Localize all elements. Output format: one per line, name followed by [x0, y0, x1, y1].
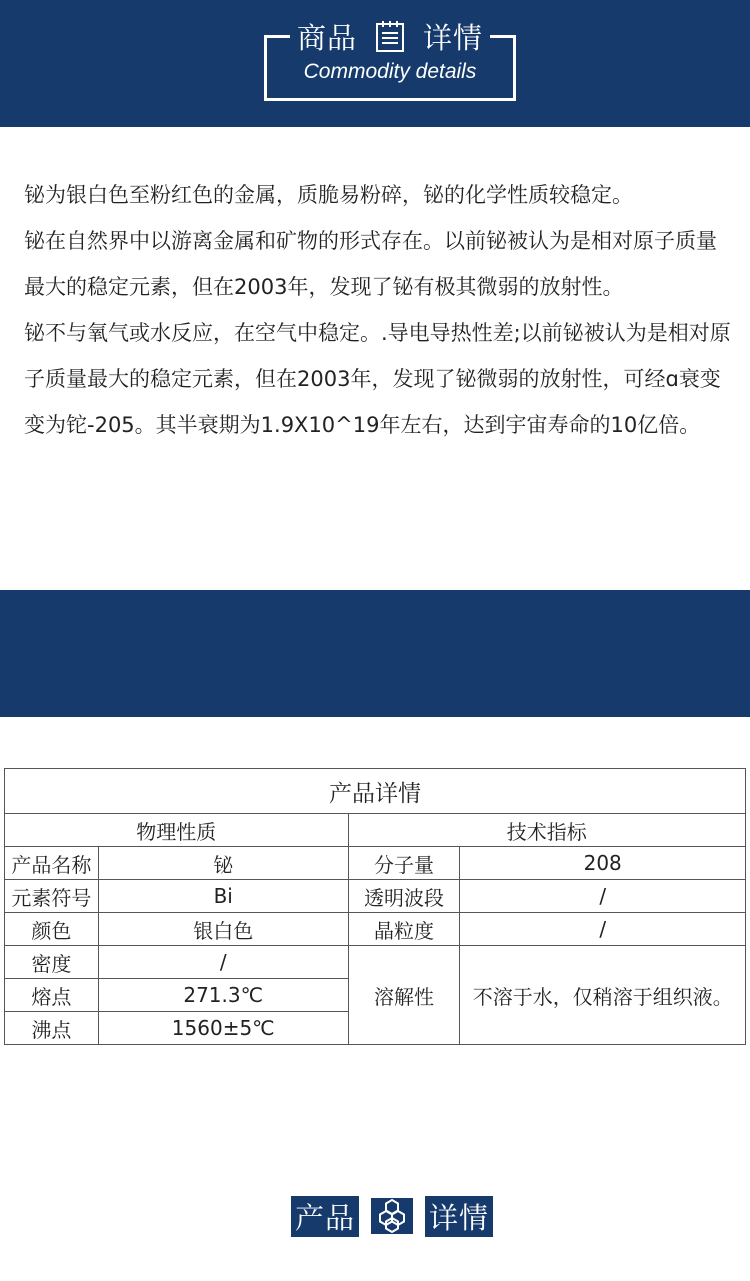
table-row — [5, 913, 746, 946]
solubility-label: 溶解性 — [348, 946, 460, 1045]
property-name: 密度 — [5, 946, 99, 979]
property-name: 产品名称 — [5, 847, 99, 880]
banner-title-right: 详情 — [425, 1196, 493, 1237]
property-value: 1560±5℃ — [98, 1012, 348, 1045]
description-paragraph: 铋不与氧气或水反应，在空气中稳定。.导电导热性差;以前铋被认为是相对原子质量最大的稳定元素，但在2003年，发现了铋微弱的放射性，可经ɑ衰变变为铊-205。其半衰期为1.9X10^19年左右，达到宇宙寿命的10亿倍。 — [24, 321, 731, 437]
property-value: 银白色 — [98, 913, 348, 946]
table-row — [5, 946, 746, 979]
product-details-table — [4, 768, 746, 1045]
description-paragraph: 铋在自然界中以游离金属和矿物的形式存在。以前铋被认为是相对原子质量最大的稳定元素，但在2003年，发现了铋有极其微弱的放射性。 — [24, 229, 717, 299]
banner-title-right: 详情 — [419, 16, 487, 57]
table-row — [5, 880, 746, 913]
spec-name: 分子量 — [348, 847, 460, 880]
molecule-icon — [371, 1198, 413, 1234]
physical-properties-header: 物理性质 — [5, 814, 349, 847]
table-row — [5, 847, 746, 880]
spec-value: / — [460, 913, 746, 946]
banner-title — [264, 16, 516, 56]
property-name: 颜色 — [5, 913, 99, 946]
property-name: 熔点 — [5, 979, 99, 1012]
property-name: 沸点 — [5, 1012, 99, 1045]
banner-subtitle: Chemical composition — [289, 1240, 495, 1263]
product-description — [24, 172, 734, 448]
solubility-value: 不溶于水，仅稍溶于组织液。 — [460, 946, 746, 1045]
table-title: 产品详情 — [5, 769, 746, 814]
spec-name: 透明波段 — [348, 880, 460, 913]
banner-subtitle: Commodity details — [303, 60, 477, 83]
spec-value: 208 — [460, 847, 746, 880]
spec-name: 晶粒度 — [348, 913, 460, 946]
property-value: / — [98, 946, 348, 979]
technical-specs-header: 技术指标 — [348, 814, 745, 847]
property-value: 铋 — [98, 847, 348, 880]
description-paragraph: 铋为银白色至粉红色的金属，质脆易粉碎，铋的化学性质较稳定。 — [24, 183, 633, 207]
banner-title-left: 商品 — [293, 16, 361, 57]
banner-title — [266, 1196, 518, 1236]
property-value: Bi — [98, 880, 348, 913]
property-name: 元素符号 — [5, 880, 99, 913]
notepad-icon — [373, 20, 407, 52]
property-value: 271.3℃ — [98, 979, 348, 1012]
spec-value: / — [460, 880, 746, 913]
banner-title-left: 产品 — [291, 1196, 359, 1237]
commodity-details-banner — [0, 0, 750, 127]
